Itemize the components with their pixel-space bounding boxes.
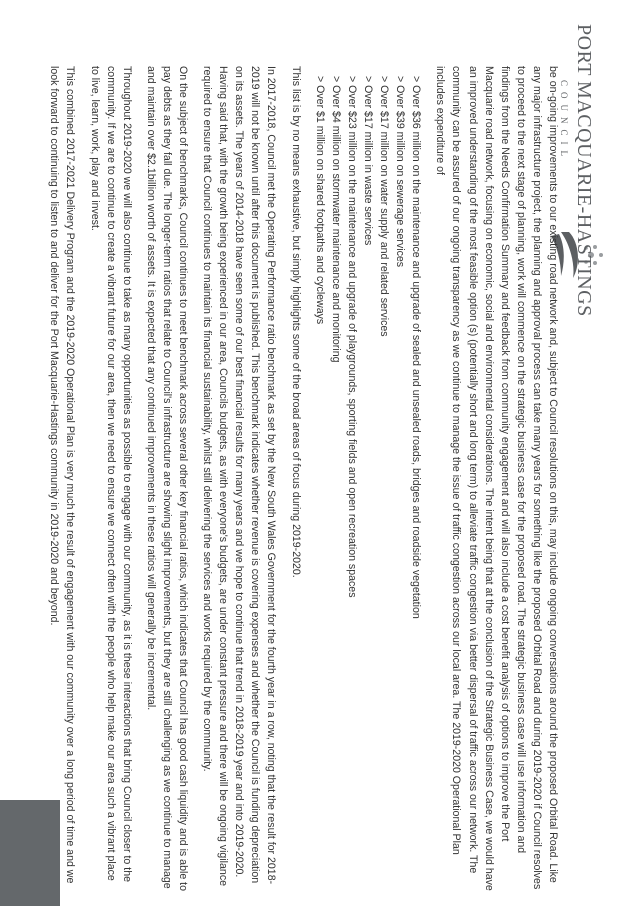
expenditure-item: > Over $23 million on the maintenance and upgrade of playgrounds, sporting fields and open recreation spaces — [344, 76, 360, 892]
expenditure-item: > Over $17 million on water supply and related services — [376, 76, 392, 892]
org-name: PORT MACQUARIE-HASTINGS — [573, 24, 595, 317]
expenditure-item: > Over $1 million on shared footpaths and cycleways — [312, 76, 328, 892]
body-text — [31, 66, 561, 892]
expenditure-item: > Over $4 million on stormwater maintenance and monitoring — [328, 76, 344, 892]
expenditure-item: > Over $17 million in waste services — [360, 76, 376, 892]
expenditure-item: > Over $36 million on the maintenance and upgrade of sealed and unsealed roads, bridges and roadside vegetation — [408, 76, 424, 892]
page-edge-tab — [0, 800, 60, 906]
expenditure-item: > Over $39 million on sewerage services — [392, 76, 408, 892]
intro-paragraph: be on-going improvements to our existing road network and, subject to Council resolutions on this, may include ongoing conversations around the proposed Orbital Road. Like any major infrastructure project, the planning and approval process can take many years for something like the proposed Orbital Road and during 2019-2020 if Council resolves to proceed to the next stage of planning, work will commence on the strategic business case for the proposed road. The strategic business case will use information and findings from the Needs Confirmation Summary and feedback from community engagement and will also include a cost benefit analysis of options to improve the Port Macquarie road network, focusing on economic, social and environmental considerations. The intent being that at the conclusion of the Strategic Business Case, we would have an improved understanding of the most feasible option (s) (potentially short and long term) to alleviate traffic congestion via better dispersal of traffic across our network. The community can be assured of our ongoing transparency as we continue to manage the issue of traffic congestion across our local area. The 2019-2020 Operational Plan includes expenditure of — [434, 66, 559, 891]
benchmarks-paragraph: On the subject of benchmarks, Council continues to meet benchmark across several other key financial ratios, which indicates that Council has good cash liquidity and is able to pay debts as they fall due. The longer-term ratios that relate to Council's infrastructure are showing slight improvements, but they are still challenging as we continue to manage and maintain over $2.1billion worth of assets. It is expected that any continued improvements in these ratios will generally be incremental. — [144, 66, 190, 891]
engagement-paragraph: Throughout 2019-2020 we will also continue to take as many opportunities as possible to engage with our community, as it is these interactions that bring Council closer to the community. If we are to continue to create a vibrant future for our area, then we need to ensure we connect often with the people who help make our area such a vibrant place to live, learn, work, play and invest. — [88, 66, 133, 882]
expenditure-list — [312, 66, 425, 892]
closing-paragraph: This combined 2017-2021 Delivery Program and the 2019-2020 Operational Plan is very much the result of engagement with our community over a long period of time and we look forward to continuing to listen to and deliver for the Port Macquarie-Hastings community in 2019-2020 and beyond. — [48, 66, 77, 884]
performance-paragraph: In 2017-2018, Council met the Operating Performance ratio benchmark as set by the New South Wales Government for the fourth year in a row, noting that the result for 2018-2019 will not be known until after this document is published. This benchmark indicates whether revenue is covering expenses and whether the Council is funding depreciation on its assets. The years of 2014-2018 have seen some of our best financial results for many years and we hope to continue that trend in 2018-2019 year and into 2019-2020. Having said that, with the growth being experienced in our area, Councils budgets, as with everyone's budgets, are under constant pressure and there will be ongoing vigilance required to ensure that Council continues to maintain its financial sustainability, whilst still delivering the services and works required by the community. — [201, 66, 278, 887]
list-note-paragraph: This list is by no means exhaustive, but simply highlights some of the broad areas of focus during 2019-2020. — [289, 66, 302, 578]
org-subtitle: COUNCIL — [559, 80, 569, 162]
